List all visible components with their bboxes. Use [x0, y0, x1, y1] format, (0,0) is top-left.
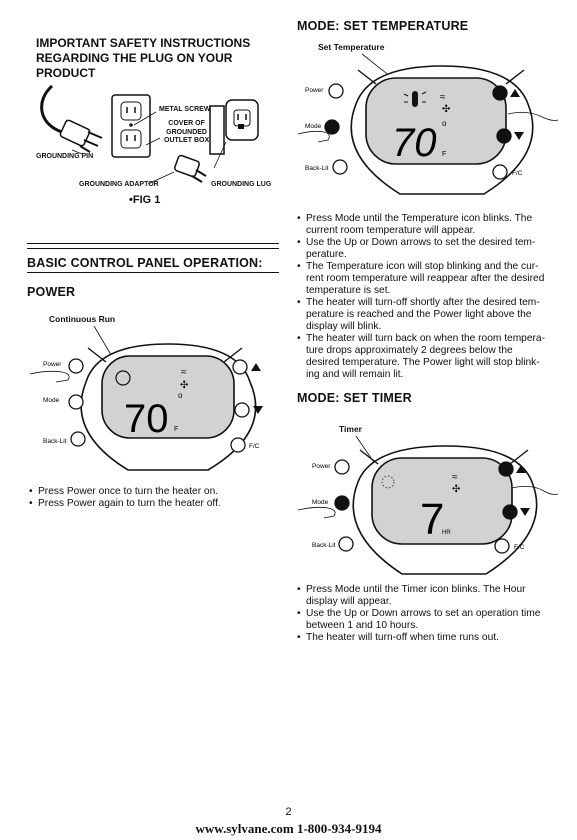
divider-bottom — [27, 248, 279, 249]
backlit-label: Back-Lit — [43, 438, 67, 445]
unit-label: F — [174, 426, 179, 433]
set-temperature-bullets — [297, 213, 559, 381]
set-timer-bullet-1-line-1: • Press Mode until the Timer icon blinks. The Hour — [306, 584, 526, 595]
set-temp-bullet-5-line-3: desired temperature. The Power light will stop blink- — [306, 357, 540, 368]
grounding-figure — [28, 80, 288, 195]
degree-symbol: o — [442, 119, 447, 128]
label-grounding-pin: GROUNDING PIN — [36, 153, 94, 160]
set-timer-bullet-2 — [297, 608, 559, 632]
set-temp-bullet-5-line-4: ing and will remain lit. — [306, 369, 404, 380]
mode-button[interactable] — [69, 395, 83, 409]
temperature-readout: 70 — [392, 121, 437, 165]
basic-section-title: BASIC CONTROL PANEL OPERATION: — [27, 256, 263, 270]
set-temp-bullet-5-line-2: ture drops approximately 2 degrees below the — [306, 345, 513, 356]
label-cover-line-3: OUTLET BOX — [164, 137, 210, 144]
label-cover-line-2: GROUNDED — [166, 128, 207, 136]
temperature-readout: 70 — [124, 397, 169, 441]
mode-label: Mode — [312, 499, 329, 506]
set-temp-bullet-5-line-1: • The heater will turn back on when the room tempera- — [306, 333, 545, 344]
power-button[interactable] — [329, 84, 343, 98]
power-button[interactable] — [69, 359, 83, 373]
fc-label: F/C — [249, 443, 260, 450]
hours-readout: 7 — [420, 495, 445, 544]
label-grounding-adaptor: GROUNDING ADAPTOR — [79, 181, 159, 188]
set-temp-bullet-1-line-1: • Press Mode until the Temperature icon blinks. The — [306, 213, 533, 224]
power-cord — [42, 86, 62, 132]
up-button[interactable] — [499, 462, 513, 476]
heat-waves-icon: ≈ — [452, 472, 458, 483]
set-temp-bullet-3-line-2: rent room temperature will reappear after the desired — [306, 273, 545, 284]
fc-label: F/C — [512, 170, 523, 177]
set-temp-bullet-4-line-3: display will blink. — [306, 321, 382, 332]
power-label: Power — [43, 361, 62, 368]
set-temp-bullet-4-line-1: • The heater will turn-off shortly after the desired tem- — [306, 297, 540, 308]
divider-top — [27, 243, 279, 244]
down-button[interactable] — [235, 403, 249, 417]
set-temperature-callout: Set Temperature — [318, 42, 385, 52]
up-button[interactable] — [233, 360, 247, 374]
backlit-label: Back-Lit — [305, 165, 329, 172]
control-panel-power — [28, 322, 278, 478]
label-grounding-lug: GROUNDING LUG — [211, 181, 272, 188]
pointing-hand-icon — [298, 507, 335, 518]
power-bullet-2: • Press Power again to turn the heater off. — [29, 498, 279, 510]
set-temp-bullet-1 — [297, 213, 559, 237]
set-temp-bullet-3 — [297, 261, 559, 297]
fan-icon: ✣ — [452, 484, 461, 495]
set-temp-bullet-3-line-1: • The Temperature icon will stop blinking and the cur- — [306, 261, 539, 272]
mode-button[interactable] — [335, 496, 349, 510]
set-timer-bullet-1 — [297, 584, 559, 608]
heat-waves-icon: ≈ — [181, 367, 187, 378]
fc-button[interactable] — [493, 165, 507, 179]
set-timer-bullet-2-line-1: • Use the Up or Down arrows to set an operation time — [306, 608, 541, 619]
title-underline — [27, 272, 279, 273]
timer-callout: Timer — [339, 424, 362, 434]
up-arrow-icon — [251, 363, 261, 371]
label-cover-line-1: COVER OF — [168, 120, 205, 127]
power-label: Power — [312, 463, 331, 470]
mode-button[interactable] — [325, 120, 339, 134]
set-timer-bullet-1-line-2: display will appear. — [306, 596, 392, 607]
safety-title — [36, 36, 250, 81]
power-label: Power — [305, 87, 324, 94]
set-timer-bullet-3 — [297, 632, 559, 644]
set-temp-bullet-2-line-1: • Use the Up or Down arrows to set the desired tem- — [306, 237, 536, 248]
fan-icon: ✣ — [180, 380, 189, 391]
set-timer-heading: MODE: SET TIMER — [297, 391, 412, 405]
footer-contact: www.sylvane.com 1-800-934-9194 — [195, 821, 382, 836]
set-temperature-heading: MODE: SET TEMPERATURE — [297, 19, 469, 33]
backlit-button[interactable] — [333, 160, 347, 174]
set-timer-bullet-3-line-1: • The heater will turn-off when time runs out. — [306, 632, 499, 643]
power-heading: POWER — [27, 285, 76, 299]
fan-icon: ✣ — [442, 104, 451, 115]
unit-label: F — [442, 151, 447, 158]
pointing-hand-icon — [30, 371, 69, 382]
down-button[interactable] — [503, 505, 517, 519]
set-temp-bullet-3-line-3: temperature is set. — [306, 285, 391, 296]
set-temp-bullet-5 — [297, 333, 559, 381]
three-prong-plug-icon — [59, 119, 102, 152]
heat-waves-icon: ≈ — [440, 92, 446, 103]
fc-button[interactable] — [231, 438, 245, 452]
fc-label: F/C — [514, 544, 525, 551]
mode-label: Mode — [43, 397, 60, 404]
up-button[interactable] — [493, 86, 507, 100]
degree-symbol: o — [178, 391, 183, 400]
page-number: 2 — [285, 806, 292, 818]
safety-title-line-2: REGARDING THE PLUG ON YOUR — [36, 51, 233, 65]
power-bullet-1: • Press Power once to turn the heater on. — [29, 486, 279, 498]
set-timer-bullets — [297, 584, 559, 644]
power-button[interactable] — [335, 460, 349, 474]
power-bullets — [29, 486, 279, 510]
mode-label: Mode — [305, 123, 322, 130]
set-temp-bullet-2 — [297, 237, 559, 261]
grounding-lug-icon — [174, 155, 206, 182]
wall-outlet-icon — [112, 95, 150, 157]
figure-caption: •FIG 1 — [129, 194, 161, 206]
set-temp-bullet-2-line-2: perature. — [306, 249, 347, 260]
control-panel-set-temperature — [296, 50, 561, 200]
continuous-run-callout: Continuous Run — [49, 314, 116, 324]
fc-button[interactable] — [495, 539, 509, 553]
set-timer-bullet-2-line-2: between 1 and 10 hours. — [306, 620, 419, 631]
down-button[interactable] — [497, 129, 511, 143]
control-panel-set-timer — [296, 432, 561, 582]
set-temp-bullet-4 — [297, 297, 559, 333]
backlit-button[interactable] — [339, 537, 353, 551]
label-metal-screw: METAL SCREW — [159, 106, 211, 113]
hours-unit-label: HR — [442, 530, 451, 536]
grounding-adaptor-icon — [210, 100, 258, 154]
backlit-label: Back-Lit — [312, 542, 336, 549]
set-temp-bullet-1-line-2: current room temperature will appear. — [306, 225, 476, 236]
pointing-hand-icon — [298, 131, 329, 142]
safety-title-line-1: IMPORTANT SAFETY INSTRUCTIONS — [36, 36, 251, 50]
set-temp-bullet-4-line-2: perature is reached and the Power light above the — [306, 309, 532, 320]
label-cover — [164, 120, 209, 146]
safety-title-line-3: PRODUCT — [36, 66, 96, 80]
backlit-button[interactable] — [71, 432, 85, 446]
